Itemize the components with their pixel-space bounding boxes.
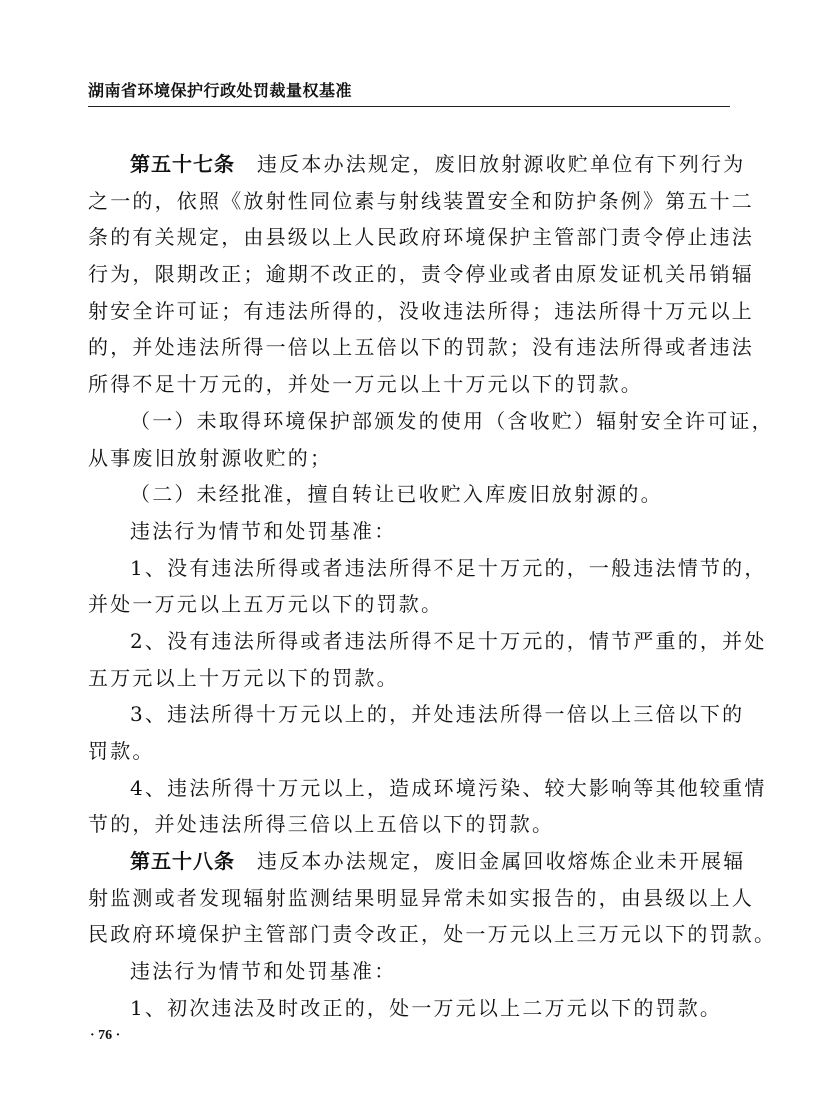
criterion-1-line: 1、没有违法所得或者违法所得不足十万元的，一般违法情节的， <box>130 555 767 580</box>
article-57-first-line <box>88 146 746 183</box>
article-57-text-line: 行为，限期改正；逾期不改正的，责令停业或者由原发证机关吊销辐 <box>88 262 754 287</box>
article-57-text-line: 违反本办法规定，废旧放射源收贮单位有下列行为 <box>257 152 746 176</box>
document-body <box>88 146 777 1027</box>
criterion-4-line: 节的，并处违法所得三倍以上五倍以下的罚款。 <box>88 812 555 837</box>
criterion-1-line: 并处一万元以上五万元以下的罚款。 <box>88 592 444 617</box>
criterion-2-line: 五万元以上十万元以下的罚款。 <box>88 665 399 690</box>
article-58-first-line <box>88 843 746 880</box>
criteria-heading-58: 违法行为情节和处罚基准： <box>130 959 397 984</box>
article-58-text-line: 违反本办法规定，废旧金属回收熔炼企业未开展辐 <box>257 849 746 874</box>
article-58-text-line: 射监测或者发现辐射监测结果明显异常未如实报告的，由县级以上人 <box>88 885 754 910</box>
running-header-title: 湖南省环境保护行政处罚裁量权基准 <box>88 81 353 100</box>
header-divider <box>88 106 730 107</box>
item-1-line: 从事废旧放射源收贮的； <box>88 445 333 470</box>
article-57-text-line: 之一的，依照《放射性同位素与射线装置安全和防护条例》第五十二 <box>88 188 754 213</box>
item-1-line: （一）未取得环境保护部颁发的使用（含收贮）辐射安全许可证， <box>130 408 774 433</box>
page-number: · 76 · <box>90 1028 121 1043</box>
article-57-text-line: 条的有关规定，由县级以上人民政府环境保护主管部门责令停止违法 <box>88 225 754 250</box>
criterion-58-1-line: 1、初次违法及时改正的，处一万元以上二万元以下的罚款。 <box>130 995 723 1020</box>
article-57-text-line: 的，并处违法所得一倍以上五倍以下的罚款；没有违法所得或者违法 <box>88 335 754 360</box>
criterion-3-line: 罚款。 <box>88 739 155 763</box>
criteria-heading-57: 违法行为情节和处罚基准： <box>130 518 397 543</box>
article-58-title: 第五十八条 <box>130 849 235 874</box>
article-58-text-line: 民政府环境保护主管部门责令改正，处一万元以上三万元以下的罚款。 <box>88 922 777 947</box>
article-57-title: 第五十七条 <box>130 152 235 176</box>
criterion-3-line: 3、违法所得十万元以上的，并处违法所得一倍以上三倍以下的 <box>130 702 745 727</box>
criterion-2-line: 2、没有违法所得或者违法所得不足十万元的，情节严重的，并处 <box>130 628 767 653</box>
article-57-text-line: 射安全许可证；有违法所得的，没收违法所得；违法所得十万元以上 <box>88 298 754 323</box>
item-2-line: （二）未经批准，擅自转让已收贮入库废旧放射源的。 <box>130 482 663 507</box>
criterion-4-line: 4、违法所得十万元以上，造成环境污染、较大影响等其他较重情 <box>130 775 767 800</box>
article-57-text-line: 所得不足十万元的，并处一万元以上十万元以下的罚款。 <box>88 372 643 397</box>
